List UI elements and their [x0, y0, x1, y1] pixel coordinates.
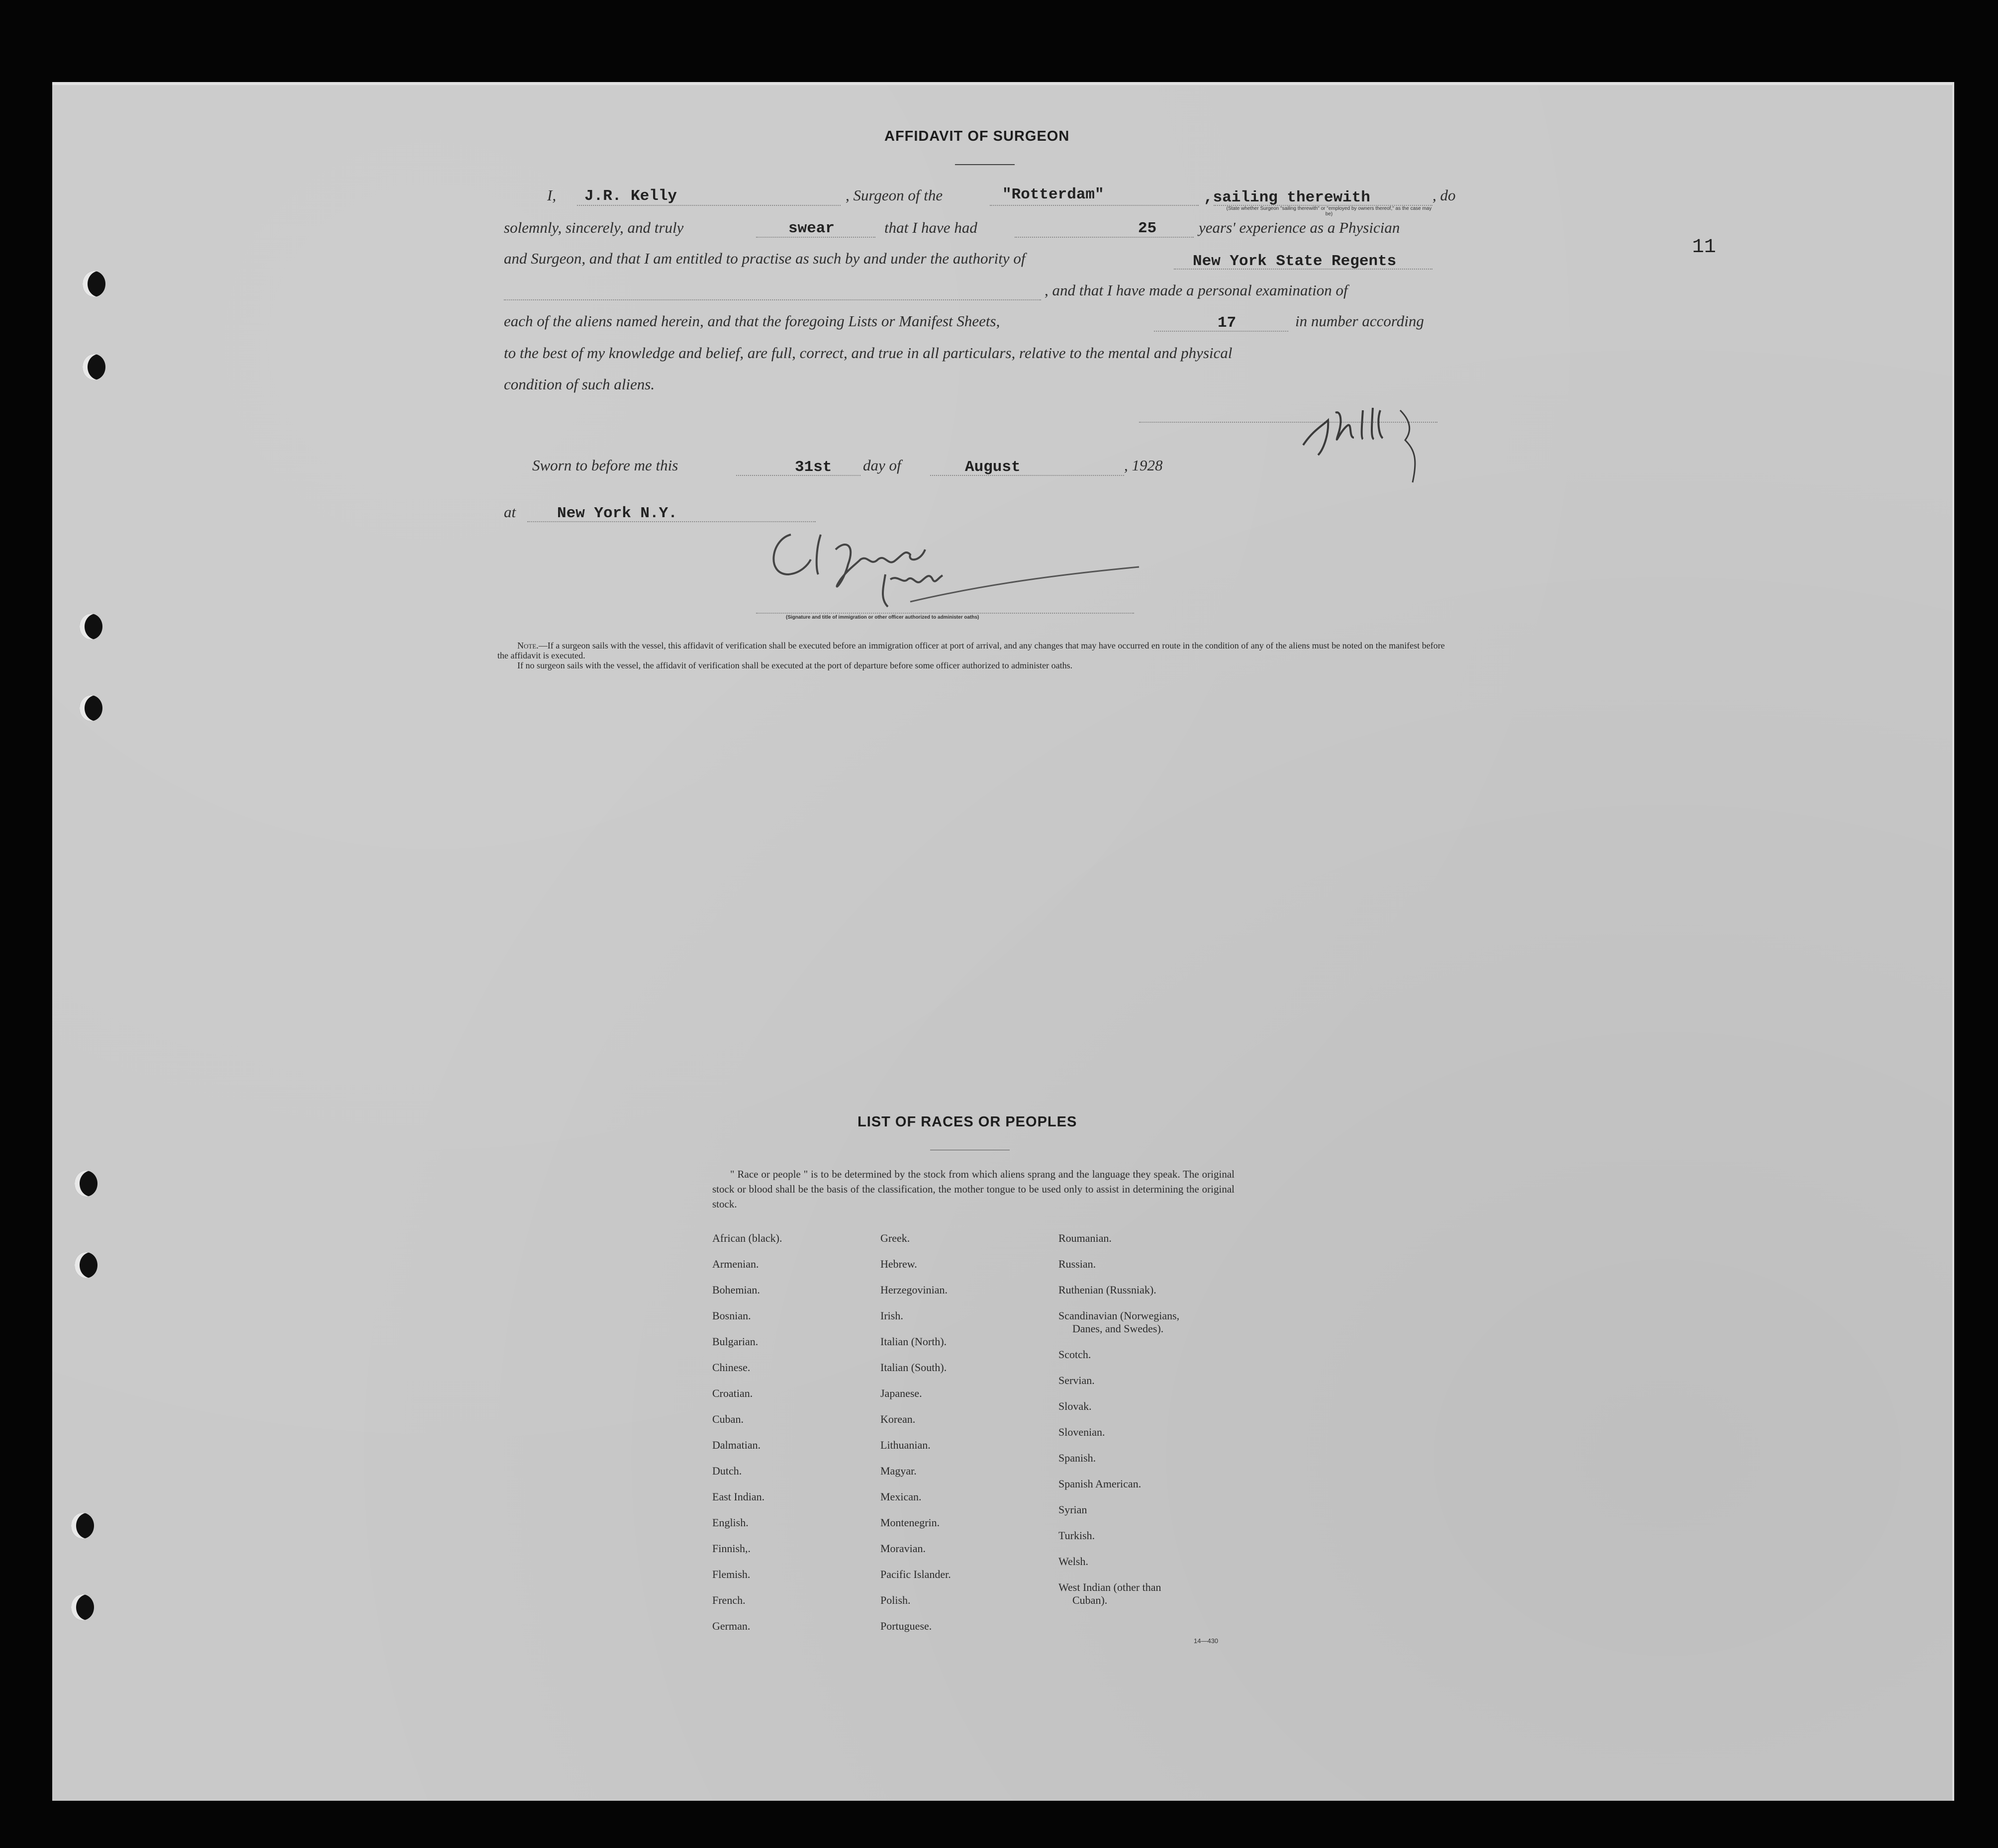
- race-item: Magyar.: [880, 1465, 917, 1477]
- line5-text1: each of the aliens named herein, and that the foregoing Lists or Manifest Sheets,: [504, 312, 1000, 330]
- race-item: East Indian.: [712, 1490, 765, 1503]
- place-at: at: [504, 503, 516, 521]
- binder-hole: [75, 1252, 97, 1278]
- page-number: 11: [1692, 236, 1716, 259]
- binder-hole: [75, 1171, 97, 1197]
- race-item: Korean.: [880, 1413, 916, 1425]
- race-item: Polish.: [880, 1594, 911, 1606]
- race-item: Ruthenian (Russniak).: [1058, 1284, 1156, 1296]
- line1-i: I,: [547, 186, 557, 204]
- race-item: Montenegrin.: [880, 1516, 940, 1529]
- document-sheet: [52, 82, 1954, 1801]
- races-intro: " Race or people " is to be determined by the stock from which aliens sprang and the language they speak. The original stock or blood shall be the basis of the classification, the mother tongue to be used only to assist in determining the original stock.: [712, 1168, 1235, 1210]
- race-item: Syrian: [1058, 1503, 1087, 1516]
- sworn-day-line: [736, 475, 860, 476]
- sworn-year: , 1928: [1124, 457, 1163, 474]
- race-item: German.: [712, 1620, 751, 1632]
- race-item: French.: [712, 1594, 746, 1606]
- race-item: Bosnian.: [712, 1309, 751, 1322]
- race-item: Moravian.: [880, 1542, 926, 1555]
- race-item: Scandinavian (Norwegians,: [1058, 1309, 1180, 1322]
- sworn-text1: Sworn to before me this: [532, 457, 678, 474]
- binder-hole: [83, 354, 105, 380]
- race-item: Italian (South).: [880, 1361, 947, 1374]
- sworn-text2: day of: [863, 457, 901, 474]
- form-number: 14—430: [1194, 1637, 1219, 1645]
- binder-hole: [83, 271, 105, 297]
- years-line: [1015, 237, 1194, 238]
- authority-line-2: [504, 299, 1041, 300]
- officer-signature-line: [756, 613, 1134, 614]
- race-item: West Indian (other than: [1058, 1581, 1161, 1593]
- line1-surgeon-of: , Surgeon of the: [846, 186, 943, 204]
- race-item: Croatian.: [712, 1387, 753, 1399]
- race-item: Mexican.: [880, 1490, 922, 1503]
- title-underline: [955, 164, 1015, 165]
- race-item: Hebrew.: [880, 1258, 917, 1270]
- race-item: Lithuanian.: [880, 1439, 931, 1451]
- race-item: Italian (North).: [880, 1335, 947, 1348]
- note-text-2: If no surgeon sails with the vessel, the affidavit of verification shall be executed at the port of departure before some officer authorized to administer oaths.: [517, 660, 1073, 670]
- line6-text: to the best of my knowledge and belief, are full, correct, and true in all particulars, relative to the mental and physical: [504, 344, 1233, 362]
- race-item: Spanish.: [1058, 1452, 1096, 1464]
- note-lead: Note.: [517, 641, 539, 650]
- sworn-day: 31st: [795, 459, 832, 476]
- surgeon-signature: [1293, 390, 1482, 500]
- note-text-1: —If a surgeon sails with the vessel, this affidavit of verification shall be executed before an immigration officer at port of arrival, and any changes that may have occurred en route in the condition of any of the aliens must be noted on the manifest before the affidavit is executed.: [497, 641, 1445, 660]
- years-experience: 25: [1138, 220, 1157, 237]
- race-item: Dalmatian.: [712, 1439, 761, 1451]
- sworn-month: August: [965, 459, 1021, 476]
- race-item: Herzegovinian.: [880, 1284, 948, 1296]
- line1-do: , do: [1432, 186, 1456, 204]
- race-item: Greek.: [880, 1232, 910, 1244]
- sheet-count: 17: [1218, 314, 1237, 332]
- line2-text2: that I have had: [884, 219, 977, 236]
- race-item: Slovak.: [1058, 1400, 1092, 1412]
- race-item: English.: [712, 1516, 749, 1529]
- oath-type-line: [756, 237, 875, 238]
- race-item: Pacific Islander.: [880, 1568, 951, 1580]
- sailing-status: ,sailing therewith: [1204, 189, 1370, 206]
- race-item: Bohemian.: [712, 1284, 760, 1296]
- race-item: Finnish,.: [712, 1542, 751, 1555]
- race-item: Dutch.: [712, 1465, 742, 1477]
- ship-name-line: [990, 205, 1199, 206]
- race-item: Servian.: [1058, 1374, 1095, 1386]
- signature-caption: (Signature and title of immigration or other officer authorized to administer oaths): [786, 615, 979, 620]
- line2-text3: years' experience as a Physician: [1199, 219, 1400, 236]
- races-column-2: [880, 1232, 951, 1646]
- oath-type: swear: [788, 220, 835, 237]
- race-item: Cuban).: [1072, 1594, 1108, 1606]
- surgeon-name-line: [577, 205, 841, 206]
- race-item: Irish.: [880, 1309, 903, 1322]
- race-item: Flemish.: [712, 1568, 751, 1580]
- races-column-3: [1058, 1232, 1179, 1607]
- binder-hole: [80, 695, 102, 721]
- line5-text2: in number according: [1295, 312, 1424, 330]
- surgeon-name: J.R. Kelly: [584, 187, 677, 205]
- race-item: Russian.: [1058, 1258, 1096, 1270]
- line3-text: and Surgeon, and that I am entitled to practise as such by and under the authority of: [504, 250, 1026, 267]
- race-item: Scotch.: [1058, 1348, 1091, 1361]
- place-location: New York N.Y.: [557, 505, 677, 522]
- sailing-note: (State whether Surgeon "sailing therewith" or "employed by owners thereof," as the case may be): [1226, 206, 1432, 217]
- binder-hole: [80, 614, 102, 640]
- race-item: Portuguese.: [880, 1620, 932, 1632]
- note-paragraph: [497, 641, 1457, 660]
- line4-text: , and that I have made a personal examination of: [1045, 281, 1348, 299]
- line2-text1: solemnly, sincerely, and truly: [504, 219, 684, 236]
- race-item: Spanish American.: [1058, 1478, 1142, 1490]
- races-column-1: [712, 1232, 782, 1646]
- race-item: Armenian.: [712, 1258, 759, 1270]
- sheet-count-line: [1154, 331, 1288, 332]
- race-item: Chinese.: [712, 1361, 751, 1374]
- ship-name: "Rotterdam": [1002, 186, 1104, 203]
- race-item: Roumanian.: [1058, 1232, 1112, 1244]
- races-title: LIST OF RACES OR PEOPLES: [857, 1114, 1077, 1130]
- race-item: Welsh.: [1058, 1555, 1088, 1568]
- binder-hole: [71, 1594, 94, 1620]
- race-item: Japanese.: [880, 1387, 922, 1399]
- line7-text: condition of such aliens.: [504, 375, 655, 393]
- race-item: Bulgarian.: [712, 1335, 759, 1348]
- race-item: Slovenian.: [1058, 1426, 1105, 1438]
- sworn-month-line: [930, 475, 1124, 476]
- race-item: Turkish.: [1058, 1529, 1095, 1542]
- race-item: African (black).: [712, 1232, 782, 1244]
- officer-signature: [761, 520, 1149, 619]
- binder-hole: [71, 1513, 94, 1539]
- race-item: Cuban.: [712, 1413, 744, 1425]
- affidavit-title: AFFIDAVIT OF SURGEON: [884, 128, 1070, 144]
- authority-line: [1174, 269, 1432, 270]
- race-item: Danes, and Swedes).: [1072, 1322, 1164, 1335]
- licensing-authority: New York State Regents: [1193, 253, 1397, 270]
